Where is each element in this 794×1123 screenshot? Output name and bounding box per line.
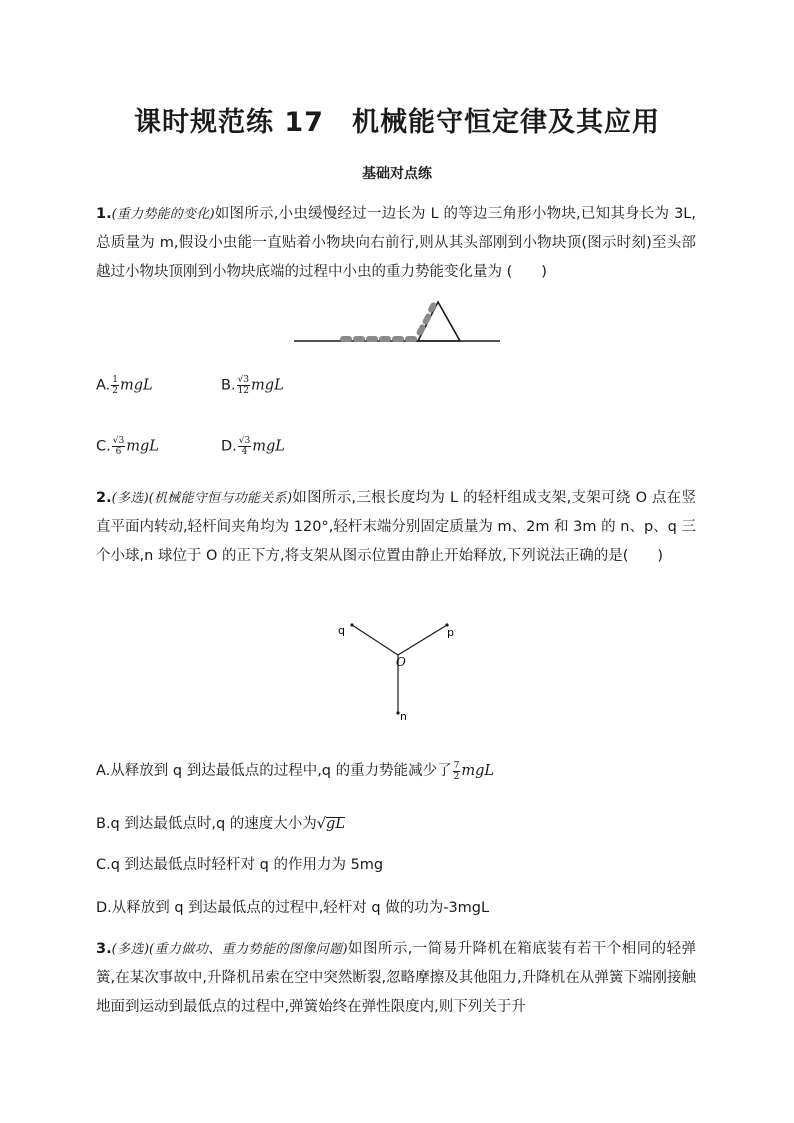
- question-number: 2.: [96, 490, 112, 506]
- option-2a: A.从释放到 q 到达最低点的过程中,q 的重力势能减少了 $\frac{7}{2}$ mgL: [96, 760, 495, 782]
- option-2d: D.从释放到 q 到达最低点的过程中,轻杆对 q 做的功为-3mgL: [96, 900, 490, 916]
- answer-bracket: ( ): [506, 264, 547, 280]
- insect-triangle-figure: [290, 296, 504, 348]
- rod-q: [352, 625, 398, 655]
- question-2: [96, 484, 696, 571]
- insect-body: [340, 301, 437, 342]
- question-1: [96, 200, 696, 287]
- rod-p: [398, 625, 447, 655]
- question-tag: (重力势能的变化): [111, 207, 215, 222]
- question-tag: (多选)(机械能守恒与功能关系): [111, 491, 293, 506]
- tripod-figure: [330, 615, 470, 725]
- option-2b: B.q 到达最低点时,q 的速度大小为√gL: [96, 816, 345, 832]
- question-3: [96, 935, 696, 1022]
- ball-q: [350, 623, 353, 626]
- question-text: 如图所示,一简易升降机在箱底装有若干个相同的轻弹簧,在某次事故中,升降机吊索在空中突然断裂,忽略摩擦及其他阻力,升降机在从弹簧下端刚接触地面到运动到最低点的过程中,弹簧始终在弹性限度内,则下列关于升: [96, 941, 696, 1015]
- section-heading: 基础对点练: [362, 166, 432, 182]
- label-q: q: [338, 624, 345, 637]
- question-number: 1.: [96, 206, 112, 222]
- question-number: 3.: [96, 941, 112, 957]
- option-2c: C.q 到达最低点时轻杆对 q 的作用力为 5mg: [96, 857, 384, 873]
- label-p: p: [447, 626, 454, 639]
- option-1a: A. $\frac{1}{2}$ mgL: [96, 375, 153, 396]
- option-1c: C. $\frac{√3}{6}$ mgL: [96, 436, 159, 457]
- label-n: n: [400, 710, 407, 723]
- option-1b: B. $\frac{√3}{12}$ mgL: [221, 375, 284, 396]
- question-tag: (多选)(重力做功、重力势能的图像问题): [111, 942, 348, 957]
- question-text: 如图所示,三根长度均为 L 的轻杆组成支架,支架可绕 O 点在竖直平面内转动,轻杆间夹角均为 120°,轻杆末端分别固定质量为 m、2m 和 3m 的 n、p、q 三个小球,n 球位于 O 的正下方,将支架从图示位置由静止开始释放,下列说法正确的是( ): [96, 490, 696, 564]
- label-o: O: [396, 655, 406, 669]
- page-title: 课时规范练 17 机械能守恒定律及其应用: [134, 107, 660, 138]
- question-text: 如图所示,小虫缓慢经过一边长为 L 的等边三角形小物块,已知其身长为 3L,总质量为 m,假设小虫能一直贴着小物块向右前行,则从其头部刚到小物块顶(图示时刻)至头部越过小物块顶刚到小物块底端的过程中小虫的重力势能变化量为: [96, 206, 696, 280]
- option-1d: D. $\frac{√3}{4}$ mgL: [221, 436, 285, 457]
